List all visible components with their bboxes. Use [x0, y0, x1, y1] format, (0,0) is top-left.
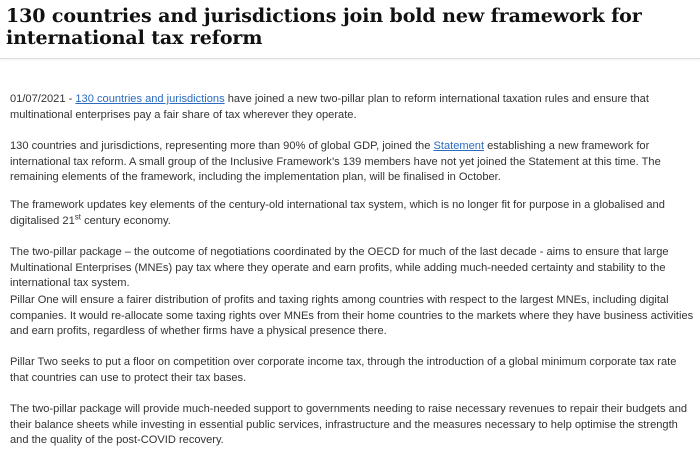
paragraph-support: The two-pillar package will provide much-needed support to governments needing to raise necessary revenues to repair their budgets and their balance sheets while investing in essential public services, infrastructure and the measures necessary to help optimise the strength and the quality of the post-COVID recovery. — [10, 403, 688, 446]
paragraph-pillar-two: Pillar Two seeks to put a floor on competition over corporate income tax, through the introduction of a global minimum corporate tax rate that countries can use to protect their tax bases. — [10, 356, 677, 384]
countries-link[interactable]: 130 countries and jurisdictions — [75, 93, 225, 105]
framework-text-after: century economy. — [81, 214, 171, 227]
paragraph-framework — [10, 198, 694, 229]
paragraph-intro — [10, 92, 694, 123]
paragraph-statement — [10, 139, 694, 186]
statement-text-after: establishing a new framework for international tax reform. A small group of the Inclusive Framework’s 139 members have not yet joined the Statement at this time. The remaining elements of the framework, including the implementation plan, will be finalised in October. — [10, 140, 661, 183]
statement-text-before: 130 countries and jurisdictions, representing more than 90% of global GDP, joined the — [10, 140, 434, 152]
paragraph-two-pillar: The two-pillar package – the outcome of negotiations coordinated by the OECD for much of the last decade - aims to ensure that large Multinational Enterprises (MNEs) pay tax where they operate and earn profits, while adding much-needed certainty and stability to the international tax system. — [10, 246, 669, 289]
publish-date: 01/07/2021 — [10, 93, 66, 105]
date-separator: - — [65, 93, 76, 105]
statement-link[interactable]: Statement — [433, 140, 485, 152]
framework-text-before: The framework updates key elements of the century-old international tax system, which is no longer fit for purpose in a globalised and digitalised 21 — [10, 199, 665, 227]
page-title: 130 countries and jurisdictions join bold new framework for international tax reform — [6, 5, 642, 49]
intro-text: have joined a new two-pillar plan to reform international taxation rules and ensure that multinational enterprises pay a fair share of tax wherever they operate. — [10, 93, 649, 121]
ordinal-suffix: st — [74, 211, 81, 221]
paragraph-pillar-one: Pillar One will ensure a fairer distribution of profits and taxing rights among countries with respect to the largest MNEs, including digital companies. It would re-allocate some taxing rights over MNEs from their home countries to the markets where they have business activities and earn profits, regardless of whether firms have a physical presence there. — [10, 294, 694, 337]
page-header — [0, 0, 700, 59]
